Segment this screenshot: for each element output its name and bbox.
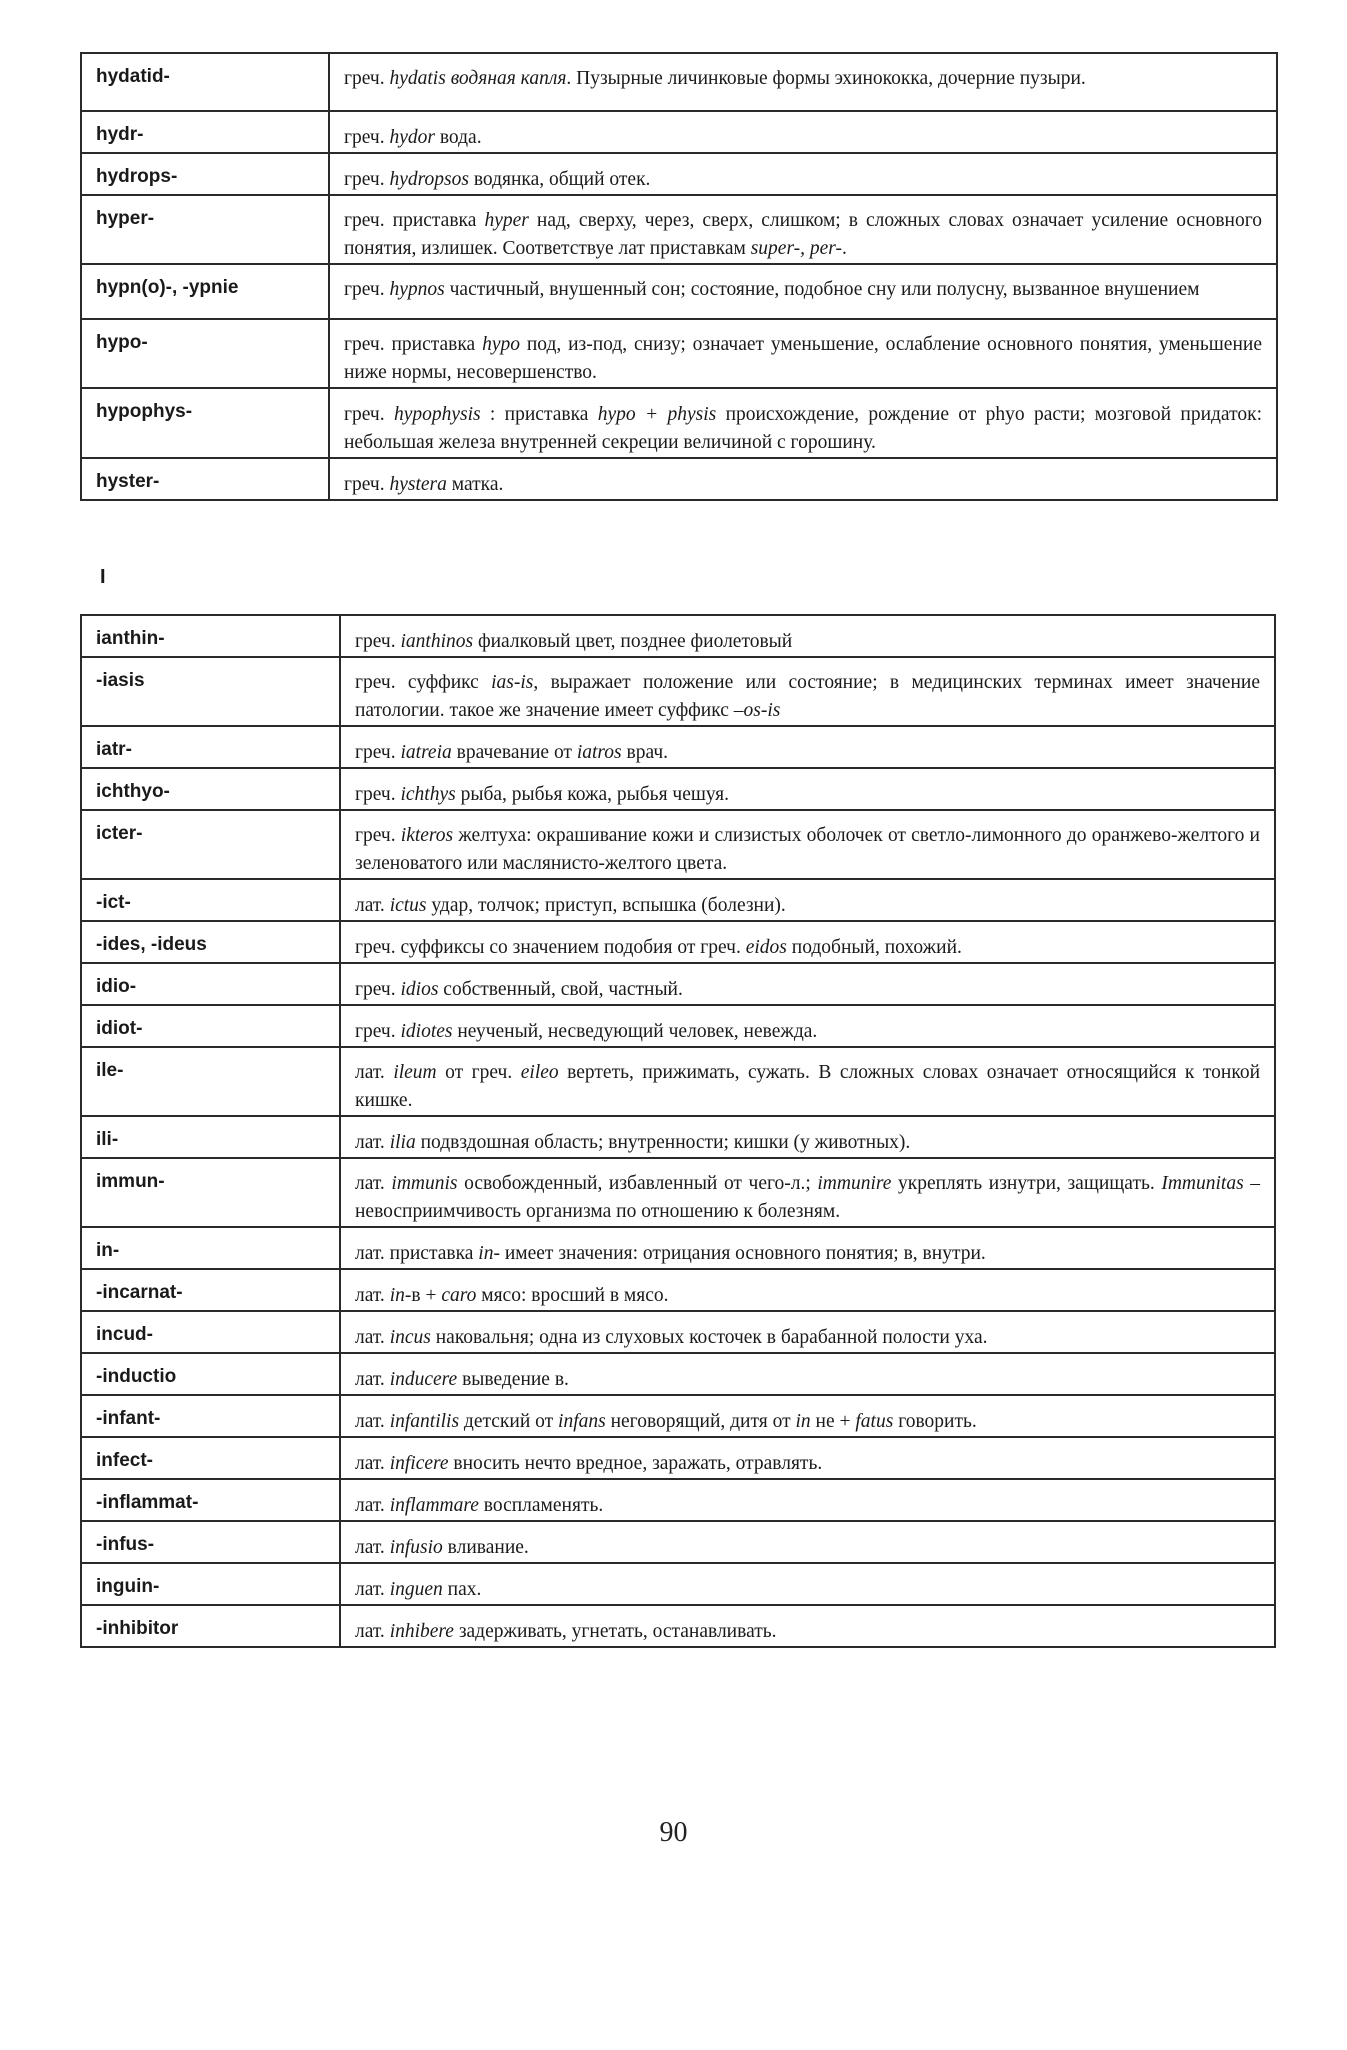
term-cell: ili- — [81, 1116, 340, 1158]
definition-text: вносить нечто вредное, заражать, отравлять. — [448, 1453, 823, 1474]
definition-italic-text: infans — [558, 1411, 606, 1432]
definition-text: в + — [411, 1285, 442, 1306]
term-cell: -ict- — [81, 879, 340, 921]
definition-text: фиалковый цвет, позднее фиолетовый — [473, 631, 793, 652]
definition-cell — [340, 1521, 1275, 1563]
term-cell: hydrops- — [81, 153, 329, 195]
definition-italic-text: fatus — [855, 1411, 894, 1432]
definition-text: мясо: вросший в мясо. — [476, 1285, 669, 1306]
definition-italic-text: immunire — [817, 1173, 892, 1194]
definition-text: – невосприимчивость организма по отношению к болезням. — [355, 1173, 1261, 1222]
definition-text: греч. — [344, 68, 390, 89]
definition-text: греч. — [344, 169, 390, 190]
definition-cell — [340, 1116, 1275, 1158]
definition-cell — [340, 921, 1275, 963]
definition-text: врачевание от — [451, 742, 577, 763]
definition-cell — [340, 615, 1275, 657]
table-row — [81, 768, 1275, 810]
definition-italic-text: inguen — [389, 1579, 443, 1600]
table-row — [81, 1521, 1275, 1563]
definition-text: желтуха: окрашивание кожи и слизистых оболочек от светло-лимонного до оранжево-желтого и зеленоватого или маслянисто-желтого цвета. — [355, 825, 1260, 874]
definition-cell — [329, 319, 1277, 388]
definition-cell — [340, 1311, 1275, 1353]
definition-text: вливание. — [442, 1537, 529, 1558]
glossary-table-body-h — [81, 53, 1277, 500]
definition-text: . Пузырные личинковые формы эхинококка, дочерние пузыри. — [566, 68, 1086, 89]
definition-text: лат. — [355, 1173, 392, 1194]
definition-italic-text: in — [795, 1411, 811, 1432]
definition-italic-text: hydatis водяная капля — [389, 68, 567, 89]
definition-cell — [329, 458, 1277, 500]
definition-text: лат. приставка — [355, 1243, 479, 1264]
term-cell: incud- — [81, 1311, 340, 1353]
table-row — [81, 657, 1275, 726]
definition-italic-text: super-, per- — [750, 238, 843, 259]
definition-text: греч. — [344, 279, 390, 300]
table-row — [81, 921, 1275, 963]
definition-italic-text: ianthinos — [400, 631, 474, 652]
term-cell: -infant- — [81, 1395, 340, 1437]
definition-italic-text: ikteros — [400, 825, 454, 846]
term-cell: inguin- — [81, 1563, 340, 1605]
definition-text: пах. — [442, 1579, 482, 1600]
definition-text: вода. — [434, 127, 482, 148]
definition-cell — [340, 1269, 1275, 1311]
table-row — [81, 388, 1277, 458]
definition-text: греч. приставка — [344, 334, 483, 355]
definition-text: подобный, похожий. — [786, 937, 962, 958]
table-row — [81, 963, 1275, 1005]
definition-italic-text: in- — [389, 1285, 412, 1306]
term-cell: iatr- — [81, 726, 340, 768]
definition-cell — [329, 111, 1277, 153]
definition-text: греч. — [344, 127, 390, 148]
term-cell: hypo- — [81, 319, 329, 388]
glossary-table-i — [80, 614, 1276, 1648]
table-row — [81, 879, 1275, 921]
definition-italic-text: hyper — [484, 210, 529, 231]
table-row — [81, 195, 1277, 264]
table-row — [81, 810, 1275, 879]
term-cell: -ides, -ideus — [81, 921, 340, 963]
definition-italic-text: inducere — [389, 1369, 458, 1390]
definition-text: собственный, свой, частный. — [438, 979, 683, 1000]
definition-text: лат. — [355, 895, 390, 916]
table-row — [81, 1227, 1275, 1269]
table-row — [81, 615, 1275, 657]
definition-italic-text: idios — [400, 979, 439, 1000]
definition-italic-text: inflammare — [389, 1495, 479, 1516]
term-cell: infect- — [81, 1437, 340, 1479]
definition-cell — [329, 264, 1277, 319]
definition-text: наковальня; одна из слуховых косточек в барабанной полости уха. — [430, 1327, 988, 1348]
definition-cell — [340, 963, 1275, 1005]
definition-text: под, из-под, снизу; означает уменьшение, ослабление основного понятия, уменьшение ниже нормы, несовершенство. — [344, 334, 1262, 383]
definition-text: матка. — [446, 474, 504, 495]
definition-text: детский от — [459, 1411, 559, 1432]
term-cell: hypophys- — [81, 388, 329, 458]
definition-italic-text: ichthys — [400, 784, 456, 805]
definition-text: греч. — [355, 742, 401, 763]
term-cell: ianthin- — [81, 615, 340, 657]
term-cell: idiot- — [81, 1005, 340, 1047]
definition-text: греч. — [355, 784, 401, 805]
definition-italic-text: ileum — [393, 1062, 437, 1083]
definition-cell — [329, 153, 1277, 195]
definition-cell — [329, 388, 1277, 458]
definition-text: греч. — [355, 1021, 401, 1042]
definition-italic-text: eileo — [520, 1062, 559, 1083]
table-row — [81, 1563, 1275, 1605]
definition-text: греч. — [344, 404, 394, 425]
definition-text: греч. — [355, 631, 401, 652]
definition-text: лат. — [355, 1132, 390, 1153]
definition-text: : приставка — [480, 404, 598, 425]
definition-text: . — [842, 238, 847, 259]
definition-text: задерживать, угнетать, останавливать. — [453, 1621, 777, 1642]
table-row — [81, 1269, 1275, 1311]
definition-cell — [340, 1479, 1275, 1521]
definition-italic-text: immunis — [391, 1173, 458, 1194]
definition-cell — [340, 1047, 1275, 1116]
definition-text: лат. — [355, 1411, 390, 1432]
definition-italic-text: iatros — [576, 742, 622, 763]
definition-italic-text: Immunitas — [1161, 1173, 1244, 1194]
term-cell: -inhibitor — [81, 1605, 340, 1647]
table-row — [81, 1116, 1275, 1158]
definition-cell — [340, 1437, 1275, 1479]
definition-italic-text: inficere — [389, 1453, 449, 1474]
definition-text: греч. — [344, 474, 390, 495]
definition-italic-text: –os-is — [733, 700, 781, 721]
definition-italic-text: ias-is — [491, 672, 534, 693]
table-row — [81, 1395, 1275, 1437]
table-row — [81, 1158, 1275, 1227]
definition-cell — [329, 53, 1277, 111]
table-row — [81, 319, 1277, 388]
definition-italic-text: eidos — [745, 937, 787, 958]
definition-italic-text: infantilis — [389, 1411, 460, 1432]
term-cell: hyster- — [81, 458, 329, 500]
definition-text: освобожденный, избавленный от чего-л.; — [457, 1173, 818, 1194]
table-row — [81, 53, 1277, 111]
definition-text: не + — [810, 1411, 856, 1432]
table-row — [81, 458, 1277, 500]
definition-cell — [340, 1395, 1275, 1437]
definition-text: лат. — [355, 1537, 390, 1558]
definition-cell — [340, 1227, 1275, 1269]
definition-text: лат. — [355, 1062, 394, 1083]
term-cell: hypn(o)-, -ypnie — [81, 264, 329, 319]
definition-italic-text: hypophysis — [393, 404, 481, 425]
definition-cell — [340, 1005, 1275, 1047]
definition-text: удар, толчок; приступ, вспышка (болезни). — [426, 895, 786, 916]
definition-cell — [340, 810, 1275, 879]
definition-cell — [340, 726, 1275, 768]
definition-italic-text: iatreia — [400, 742, 452, 763]
definition-text: водянка, общий отек. — [468, 169, 651, 190]
definition-text: греч. суффикс — [355, 672, 492, 693]
definition-italic-text: hystera — [389, 474, 447, 495]
table-row — [81, 1437, 1275, 1479]
definition-text: говорить. — [893, 1411, 977, 1432]
table-row — [81, 1005, 1275, 1047]
definition-italic-text: incus — [389, 1327, 431, 1348]
definition-text: подвздошная область; внутренности; кишки (у животных). — [415, 1132, 911, 1153]
term-cell: -inductio — [81, 1353, 340, 1395]
definition-text: неговорящий, дитя от — [605, 1411, 796, 1432]
definition-text: , выражает положение или состояние; в медицинских терминах имеет значение патологии. такое же значение имеет суффикс — [355, 672, 1260, 721]
table-row — [81, 1311, 1275, 1353]
definition-text: частичный, внушенный сон; состояние, подобное сну или полусну, вызванное внушением — [444, 279, 1200, 300]
definition-italic-text: caro — [441, 1285, 477, 1306]
definition-italic-text: hydropsos — [389, 169, 469, 190]
definition-italic-text: ilia — [389, 1132, 416, 1153]
definition-text: происхождение, рождение от phyo расти; мозговой придаток: небольшая железа внутренней секреции величиной с горошину. — [344, 404, 1262, 453]
definition-italic-text: hypo — [482, 334, 520, 355]
term-cell: hyper- — [81, 195, 329, 264]
definition-italic-text: infusio — [389, 1537, 443, 1558]
definition-cell — [340, 1605, 1275, 1647]
definition-text: лат. — [355, 1285, 390, 1306]
definition-cell — [340, 768, 1275, 810]
definition-text: выведение в. — [457, 1369, 569, 1390]
term-cell: ichthyo- — [81, 768, 340, 810]
definition-text: греч. — [355, 825, 401, 846]
definition-italic-text: hypnos — [389, 279, 445, 300]
definition-text: рыба, рыбья кожа, рыбья чешуя. — [455, 784, 730, 805]
section-letter-heading: I — [100, 566, 106, 588]
table-row — [81, 1479, 1275, 1521]
definition-text: от греч. — [436, 1062, 521, 1083]
page-number: 90 — [659, 1817, 688, 1848]
definition-text: греч. приставка — [344, 210, 485, 231]
definition-text: вертеть, прижимать, сужать. В сложных словах означает относящийся к тонкой кишке. — [355, 1062, 1261, 1111]
definition-text: лат. — [355, 1327, 390, 1348]
term-cell: immun- — [81, 1158, 340, 1227]
definition-italic-text: in- — [478, 1243, 500, 1264]
definition-italic-text: ictus — [389, 895, 427, 916]
definition-cell — [340, 879, 1275, 921]
term-cell: ile- — [81, 1047, 340, 1116]
term-cell: icter- — [81, 810, 340, 879]
definition-text: неученый, несведующий человек, невежда. — [452, 1021, 818, 1042]
definition-text: лат. — [355, 1495, 390, 1516]
definition-cell — [340, 1563, 1275, 1605]
table-row — [81, 264, 1277, 319]
definition-italic-text: inhibere — [389, 1621, 454, 1642]
definition-text: греч. — [355, 979, 401, 1000]
definition-cell — [340, 657, 1275, 726]
table-row — [81, 1605, 1275, 1647]
term-cell: in- — [81, 1227, 340, 1269]
table-row — [81, 726, 1275, 768]
term-cell: -incarnat- — [81, 1269, 340, 1311]
table-row — [81, 111, 1277, 153]
definition-italic-text: hydor — [389, 127, 435, 148]
definition-text: греч. суффиксы со значением подобия от греч. — [355, 937, 746, 958]
definition-italic-text: idiotes — [400, 1021, 453, 1042]
definition-italic-text: hypo + physis — [597, 404, 717, 425]
table-row — [81, 1047, 1275, 1116]
definition-text: укреплять изнутри, защищать. — [891, 1173, 1162, 1194]
table-row — [81, 153, 1277, 195]
definition-text: лат. — [355, 1579, 390, 1600]
definition-text: врач. — [621, 742, 669, 763]
term-cell: -iasis — [81, 657, 340, 726]
definition-text: лат. — [355, 1453, 390, 1474]
definition-text: воспламенять. — [478, 1495, 604, 1516]
definition-cell — [329, 195, 1277, 264]
term-cell: -infus- — [81, 1521, 340, 1563]
glossary-table-h — [80, 52, 1278, 501]
term-cell: idio- — [81, 963, 340, 1005]
definition-text: имеет значения: отрицания основного понятия; в, внутри. — [499, 1243, 986, 1264]
term-cell: hydr- — [81, 111, 329, 153]
definition-cell — [340, 1353, 1275, 1395]
table-row — [81, 1353, 1275, 1395]
definition-text: над, сверху, через, сверх, слишком; в сложных словах означает усиление основного понятия, излишек. Соответствуе лат приставкам — [344, 210, 1262, 259]
definition-text: лат. — [355, 1369, 390, 1390]
definition-text: лат. — [355, 1621, 390, 1642]
definition-cell — [340, 1158, 1275, 1227]
term-cell: hydatid- — [81, 53, 329, 111]
term-cell: -inflammat- — [81, 1479, 340, 1521]
glossary-table-body-i — [81, 615, 1275, 1647]
